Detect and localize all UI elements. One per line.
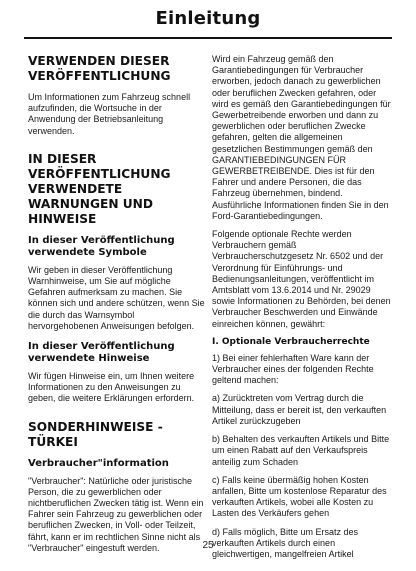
list-item: a) Zurücktreten vom Vertrag durch die Mitteilung, dass er bereit ist, den verkauften Artikel zurückzugeben — [212, 393, 387, 426]
paragraph: Um Informationen zum Fahrzeug schnell aufzufinden, die Wortsuche in der Anwendung der Betriebsanleitung verwenden. — [28, 92, 191, 136]
paragraph: Wir fügen Hinweise ein, um Ihnen weitere Informationen zu den Anweisungen zu geben, die weitere Erklärungen erfordern. — [28, 371, 195, 404]
list-item: c) Falls keine übermäßig hohen Kosten anfallen, Bitte um kostenlose Reparatur des verkauften Artikels, wobei alle Kosten zu Lasten des Verkäufers gehen — [212, 474, 387, 519]
paragraph: Wir geben in dieser Veröffentlichung Warnhinweise, um Sie auf mögliche Gefahren aufmerksam zu machen. Sie können sich und andere schützen, wenn Sie die durch das Warnsymbol hervorgehobenen Anweisungen befolgen. — [28, 264, 205, 331]
page-header — [0, 8, 416, 29]
section-heading-warnings: IN DIESER VERÖFFENTLICHUNG VERWENDETE WARNUNGEN UND HINWEISE — [28, 151, 171, 226]
section-heading-turkey: SONDERHINWEISE - TÜRKEI — [28, 419, 163, 449]
subheading-notes: In dieser Veröffentlichung verwendete Hinweise — [28, 341, 175, 365]
header-divider — [24, 37, 392, 39]
paragraph: 1) Bei einer fehlerhaften Ware kann der Verbraucher eines der folgenden Rechte geltend machen: — [212, 352, 374, 386]
subheading-optional-rights: I. Optionale Verbraucherrechte — [212, 336, 370, 347]
paragraph: Folgende optionale Rechte werden Verbrauchern gemäß Verbraucherschutzgesetz Nr. 6502 und der Verordnung für Einführungs- und Bedienungsanleitungen, veröffentlicht im Amtsblatt vom 13.6.2014 und Nr. 29029 sowie Informationen zu Behörden, bei denen Verbraucher Beschwerden und Einwände einreichen können, gewährt: — [212, 229, 391, 329]
page-number: 25 — [202, 540, 214, 551]
subheading-consumer-info: Verbraucher"information — [28, 457, 169, 469]
right-column — [212, 54, 392, 567]
list-item: b) Behalten des verkauften Artikels und Bitte um einen Rabatt auf den Verkaufspreis anteilig zum Schaden — [212, 434, 390, 467]
paragraph: "Verbraucher": Natürliche oder juristische Person, die zu gewerblichen oder nichtberuflichen Zwecken tätig ist. Wenn ein Fahrer sein Fahrzeug zu gewerblichen oder beruflichen Zwecken, in Voll- oder Teilzeit, fährt, kann er im rechtlichen Sinne nicht als "Verbraucher" eingestuft werden. — [28, 475, 204, 553]
page-title: Einleitung — [155, 8, 261, 29]
left-column — [28, 54, 206, 563]
subheading-symbols: In dieser Veröffentlichung verwendete Symbole — [28, 234, 175, 258]
list-item: d) Falls möglich, Bitte um Ersatz des verkauften Artikels durch einen gleichwertigen, mangelfreien Artikel — [212, 526, 359, 559]
paragraph: Wird ein Fahrzeug gemäß den Garantiebedingungen für Verbraucher erworben, jedoch danach zu gewerblichen oder beruflichen Zwecken gefahren, oder wird es gemäß den Garantiebedingungen für Gewerbetreibende erworben und dann zu gewerblichen oder beruflichen Zwecke gefahren, gelten die allgemeinen gesetzlichen Bestimmungen gemäß den GARANTIEBEDINGUNGEN FÜR GEWERBETREIBENDE. Dies ist für den Fahrer und andere Personen, die das Fahrzeug übernehmen, bindend. Ausführliche Informationen finden Sie in den Ford-Garantiebedingungen. — [212, 54, 391, 221]
section-heading-usage: VERWENDEN DIESER VERÖFFENTLICHUNG — [28, 54, 171, 83]
